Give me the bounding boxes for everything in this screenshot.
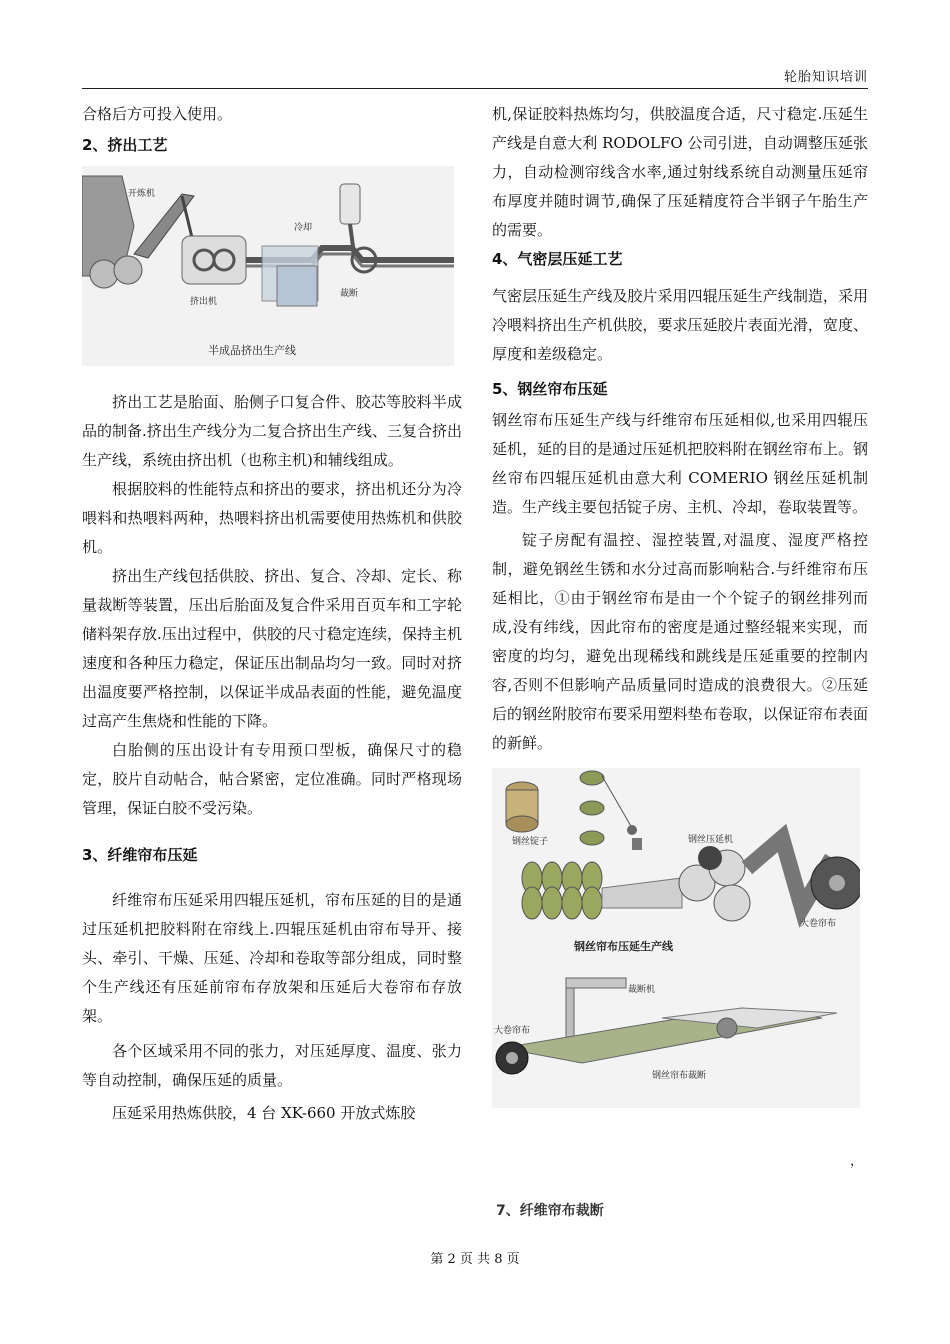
paragraph: 挤出工艺是胎面、胎侧子口复合件、胶芯等胶料半成品的制备.挤出生产线分为二复合挤出生产线、三复合挤出生产线，系统由挤出机（也称主机)和辅线组成。 — [82, 393, 462, 469]
paragraph: 钢丝帘布压延生产线与纤维帘布压延相似,也采用四辊压延机，延的目的是通过压延机把胶料附在钢丝帘布上。钢丝帘布四辊压延机由意大利 COMERIO 钢丝压延机制造。生产线主要包括锭子房、主机、冷却，卷取装置等。 — [492, 411, 868, 516]
label-cool: 冷却 — [294, 223, 313, 233]
paragraph: 合格后方可投入使用。 — [82, 105, 233, 123]
header-title: 轮胎知识培训 — [783, 70, 868, 85]
steel-calender-line-figure — [492, 768, 860, 1108]
figure-caption: 半成品挤出生产线 — [208, 344, 296, 357]
paragraph: 锭子房配有温控、湿控装置,对温度、湿度严格控制，避免钢丝生锈和水分过高而影响粘合.与纤维帘布压延相比，①由于钢丝帘布是由一个个锭子的钢丝排列而成,没有纬线，因此帘布的密度是通过整经辊来实现，而密度的均匀，避免出现稀线和跳线是压延重要的控制内容,否则不但影响产品质量同时造成的浪费很大。②压延后的钢丝附胶帘布要采用塑料垫布卷取，以保证帘布表面的新鲜。 — [492, 531, 868, 752]
page-footer: 第 2 页 共 8 页 — [430, 1252, 520, 1267]
section-heading-fiber-cutting-partial: 7、纤维帘布裁断 — [496, 1203, 604, 1219]
label-cutter: 裁断机 — [628, 985, 656, 995]
label-mill: 开炼机 — [128, 189, 156, 199]
figure-caption-steel-calender: 钢丝帘布压延生产线 — [574, 940, 673, 953]
paragraph: 挤出生产线包括供胶、挤出、复合、冷却、定长、称量裁断等装置，压出后胎面及复合件采用百页车和工字轮储料架存放.压出过程中，供胶的尺寸稳定连续，保持主机速度和各种压力稳定，保证压出制品均匀一致。同时对挤出温度要严格控制，以保证半成品表面的性能，避免温度过高产生焦烧和性能的下降。 — [82, 567, 462, 730]
paragraph: 压延采用热炼供胶，4 台 XK-660 开放式炼胶 — [112, 1104, 416, 1122]
stray-comma: ， — [850, 1154, 864, 1169]
paragraph: 白胎侧的压出设计有专用预口型板，确保尺寸的稳定，胶片自动帖合，帖合紧密，定位准确。同时严格现场管理，保证白胶不受污染。 — [82, 741, 462, 817]
label-extruder: 挤出机 — [190, 297, 218, 307]
label-cut: 裁断 — [340, 289, 359, 299]
section-heading-fiber-calendering: 3、纤维帘布压延 — [82, 846, 198, 864]
label-roll-bottom: 大卷帘布 — [494, 1026, 531, 1036]
paragraph: 纤维帘布压延采用四辊压延机，帘布压延的目的是通过压延机把胶料附在帘线上.四辊压延机由帘布导开、接头、牵引、干燥、压延、冷却和卷取等部分组成，同时整个生产线还有压延前帘布存放架和压延后大卷帘布存放架。 — [82, 891, 462, 1025]
extrusion-line-figure — [82, 166, 454, 366]
paragraph: 各个区域采用不同的张力，对压延厚度、温度、张力等自动控制，确保压延的质量。 — [82, 1042, 462, 1089]
header-rule — [82, 88, 868, 89]
label-spool: 钢丝锭子 — [512, 837, 549, 847]
paragraph: 气密层压延生产线及胶片采用四辊压延生产线制造，采用冷喂料挤出生产机供胶，要求压延胶片表面光滑，宽度、厚度和差级稳定。 — [492, 287, 868, 363]
label-roll: 大卷帘布 — [800, 919, 837, 929]
label-calender: 钢丝压延机 — [688, 835, 734, 845]
left-column — [82, 100, 462, 1128]
right-column — [492, 100, 868, 1108]
paragraph: 机,保证胶料热炼均匀，供胶温度合适，尺寸稳定.压延生产线是自意大利 RODOLFO 公司引进，自动调整压延张力，自动检测帘线含水率,通过射线系统自动测量压延帘布厚度并随时调节,确保了压延精度符合半钢子午胎生产的需要。 — [492, 105, 868, 239]
section-heading-steel-calendering: 5、钢丝帘布压延 — [492, 380, 608, 398]
steel-calender-illustration — [492, 768, 860, 1108]
figure-caption-steel-cut: 钢丝帘布裁断 — [652, 1071, 707, 1081]
section-heading-extrusion: 2、挤出工艺 — [82, 136, 168, 154]
paragraph: 根据胶料的性能特点和挤出的要求，挤出机还分为冷喂料和热喂料两种，热喂料挤出机需要使用热炼机和供胶机。 — [82, 480, 462, 556]
section-heading-innerliner: 4、气密层压延工艺 — [492, 250, 623, 268]
